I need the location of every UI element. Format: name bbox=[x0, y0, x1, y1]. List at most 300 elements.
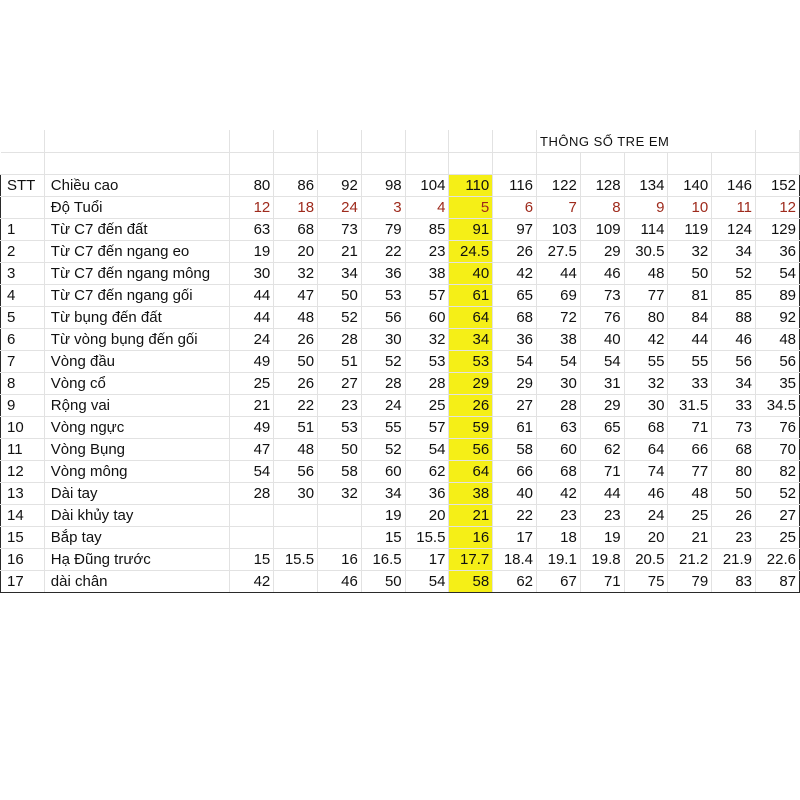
value-cell-7[interactable]: 68 bbox=[537, 461, 581, 483]
value-cell-5[interactable]: 61 bbox=[449, 285, 493, 307]
value-cell-9[interactable]: 68 bbox=[624, 417, 668, 439]
table-row bbox=[1, 505, 800, 527]
value-cell-6[interactable]: 66 bbox=[493, 461, 537, 483]
value-cell-10[interactable]: 31.5 bbox=[668, 395, 712, 417]
value-cell-8[interactable]: 54 bbox=[580, 351, 624, 373]
value-cell-7[interactable]: 60 bbox=[537, 439, 581, 461]
value-cell-12[interactable]: 89 bbox=[756, 285, 800, 307]
value-cell-6[interactable]: 29 bbox=[493, 373, 537, 395]
value-cell-9[interactable]: 32 bbox=[624, 373, 668, 395]
value-cell-6[interactable]: 61 bbox=[493, 417, 537, 439]
value-cell-0[interactable]: 42 bbox=[230, 571, 274, 593]
value-cell-7[interactable]: 28 bbox=[537, 395, 581, 417]
age-cell-10[interactable]: 10 bbox=[668, 197, 712, 219]
value-cell-6[interactable]: 54 bbox=[493, 351, 537, 373]
value-cell-3[interactable]: 79 bbox=[361, 219, 405, 241]
value-cell-6[interactable]: 97 bbox=[493, 219, 537, 241]
table-row bbox=[1, 549, 800, 571]
value-cell-12[interactable]: 76 bbox=[756, 417, 800, 439]
age-cell-5[interactable]: 5 bbox=[449, 197, 493, 219]
value-cell-8[interactable]: 65 bbox=[580, 417, 624, 439]
value-cell-5[interactable]: 64 bbox=[449, 307, 493, 329]
value-cell-6[interactable]: 26 bbox=[493, 241, 537, 263]
value-cell-9[interactable]: 30 bbox=[624, 395, 668, 417]
value-cell-3[interactable]: 55 bbox=[361, 417, 405, 439]
value-cell-6[interactable]: 42 bbox=[493, 263, 537, 285]
value-cell-10[interactable]: 21.2 bbox=[668, 549, 712, 571]
value-cell-0[interactable]: 19 bbox=[230, 241, 274, 263]
value-cell-12[interactable]: 48 bbox=[756, 329, 800, 351]
value-cell-8[interactable]: 109 bbox=[580, 219, 624, 241]
table-row bbox=[1, 571, 800, 593]
value-cell-9[interactable]: 75 bbox=[624, 571, 668, 593]
value-cell-4[interactable]: 60 bbox=[405, 307, 449, 329]
value-cell-11[interactable]: 68 bbox=[712, 439, 756, 461]
value-cell-7[interactable]: 18 bbox=[537, 527, 581, 549]
value-cell-4[interactable]: 38 bbox=[405, 263, 449, 285]
size-header-cell-12[interactable]: 152 bbox=[756, 175, 800, 197]
value-cell-4[interactable]: 25 bbox=[405, 395, 449, 417]
table-row bbox=[1, 395, 800, 417]
value-cell-12[interactable]: 70 bbox=[756, 439, 800, 461]
table-row bbox=[1, 439, 800, 461]
value-cell-4[interactable]: 54 bbox=[405, 571, 449, 593]
value-cell-11[interactable]: 34 bbox=[712, 241, 756, 263]
value-cell-2[interactable]: 23 bbox=[318, 395, 362, 417]
value-cell-5[interactable]: 26 bbox=[449, 395, 493, 417]
row-number-cell[interactable]: 5 bbox=[1, 307, 45, 329]
value-cell-2[interactable]: 53 bbox=[318, 417, 362, 439]
value-cell-3[interactable]: 52 bbox=[361, 351, 405, 373]
value-cell-4[interactable]: 62 bbox=[405, 461, 449, 483]
value-cell-11[interactable]: 21.9 bbox=[712, 549, 756, 571]
value-cell-7[interactable]: 69 bbox=[537, 285, 581, 307]
value-cell-3[interactable]: 24 bbox=[361, 395, 405, 417]
table-row bbox=[1, 351, 800, 373]
value-cell-11[interactable]: 34 bbox=[712, 373, 756, 395]
value-cell-1[interactable]: 30 bbox=[274, 483, 318, 505]
measurement-label-cell[interactable]: Vòng Bụng bbox=[44, 439, 230, 461]
value-cell-4[interactable]: 54 bbox=[405, 439, 449, 461]
value-cell-2[interactable]: 46 bbox=[318, 571, 362, 593]
value-cell-11[interactable]: 33 bbox=[712, 395, 756, 417]
value-cell-8[interactable]: 19.8 bbox=[580, 549, 624, 571]
value-cell-4[interactable]: 23 bbox=[405, 241, 449, 263]
value-cell-4[interactable]: 15.5 bbox=[405, 527, 449, 549]
age-cell-1[interactable]: 18 bbox=[274, 197, 318, 219]
value-cell-10[interactable]: 33 bbox=[668, 373, 712, 395]
value-cell-11[interactable]: 124 bbox=[712, 219, 756, 241]
value-cell-5[interactable]: 34 bbox=[449, 329, 493, 351]
value-cell-12[interactable]: 36 bbox=[756, 241, 800, 263]
age-cell-7[interactable]: 7 bbox=[537, 197, 581, 219]
value-cell-11[interactable]: 73 bbox=[712, 417, 756, 439]
row-number-cell[interactable]: 7 bbox=[1, 351, 45, 373]
value-cell-1[interactable]: 51 bbox=[274, 417, 318, 439]
row-number-cell[interactable]: 1 bbox=[1, 219, 45, 241]
value-cell-12[interactable]: 34.5 bbox=[756, 395, 800, 417]
value-cell-10[interactable]: 119 bbox=[668, 219, 712, 241]
value-cell-3[interactable]: 36 bbox=[361, 263, 405, 285]
value-cell-10[interactable]: 50 bbox=[668, 263, 712, 285]
title-row bbox=[1, 130, 800, 153]
measurement-label-cell[interactable]: Rộng vai bbox=[44, 395, 230, 417]
value-cell-4[interactable]: 32 bbox=[405, 329, 449, 351]
stt-header[interactable]: STT bbox=[1, 175, 45, 197]
value-cell-1[interactable] bbox=[274, 527, 318, 549]
value-cell-8[interactable]: 44 bbox=[580, 483, 624, 505]
value-cell-3[interactable]: 60 bbox=[361, 461, 405, 483]
value-cell-8[interactable]: 46 bbox=[580, 263, 624, 285]
value-cell-10[interactable]: 48 bbox=[668, 483, 712, 505]
value-cell-7[interactable]: 72 bbox=[537, 307, 581, 329]
row-number-cell[interactable]: 8 bbox=[1, 373, 45, 395]
value-cell-9[interactable]: 74 bbox=[624, 461, 668, 483]
size-header-cell-11[interactable]: 146 bbox=[712, 175, 756, 197]
value-cell-6[interactable]: 62 bbox=[493, 571, 537, 593]
value-cell-0[interactable]: 24 bbox=[230, 329, 274, 351]
value-cell-0[interactable]: 28 bbox=[230, 483, 274, 505]
table-row bbox=[1, 219, 800, 241]
value-cell-6[interactable]: 40 bbox=[493, 483, 537, 505]
measurement-label-cell[interactable]: Dài khủy tay bbox=[44, 505, 230, 527]
age-cell-8[interactable]: 8 bbox=[580, 197, 624, 219]
row-number-cell[interactable]: 15 bbox=[1, 527, 45, 549]
value-cell-1[interactable]: 22 bbox=[274, 395, 318, 417]
value-cell-9[interactable]: 80 bbox=[624, 307, 668, 329]
value-cell-2[interactable]: 73 bbox=[318, 219, 362, 241]
age-cell-12[interactable]: 12 bbox=[756, 197, 800, 219]
value-cell-7[interactable]: 44 bbox=[537, 263, 581, 285]
value-cell-2[interactable]: 32 bbox=[318, 483, 362, 505]
value-cell-0[interactable]: 63 bbox=[230, 219, 274, 241]
value-cell-4[interactable]: 17 bbox=[405, 549, 449, 571]
value-cell-2[interactable] bbox=[318, 527, 362, 549]
value-cell-0[interactable]: 49 bbox=[230, 417, 274, 439]
value-cell-9[interactable]: 48 bbox=[624, 263, 668, 285]
value-cell-5[interactable]: 64 bbox=[449, 461, 493, 483]
value-cell-7[interactable]: 103 bbox=[537, 219, 581, 241]
value-cell-5[interactable]: 29 bbox=[449, 373, 493, 395]
value-cell-0[interactable]: 30 bbox=[230, 263, 274, 285]
table-row bbox=[1, 483, 800, 505]
value-cell-0[interactable]: 15 bbox=[230, 549, 274, 571]
row-number-cell[interactable]: 12 bbox=[1, 461, 45, 483]
value-cell-3[interactable]: 34 bbox=[361, 483, 405, 505]
value-cell-11[interactable]: 80 bbox=[712, 461, 756, 483]
value-cell-6[interactable]: 17 bbox=[493, 527, 537, 549]
value-cell-11[interactable]: 85 bbox=[712, 285, 756, 307]
value-cell-5[interactable]: 21 bbox=[449, 505, 493, 527]
measurement-label-cell[interactable]: Hạ Đũng trước bbox=[44, 549, 230, 571]
value-cell-0[interactable]: 54 bbox=[230, 461, 274, 483]
value-cell-6[interactable]: 68 bbox=[493, 307, 537, 329]
value-cell-3[interactable]: 50 bbox=[361, 571, 405, 593]
measurement-label-cell[interactable]: Dài tay bbox=[44, 483, 230, 505]
value-cell-12[interactable]: 56 bbox=[756, 351, 800, 373]
value-cell-1[interactable] bbox=[274, 571, 318, 593]
value-cell-11[interactable]: 50 bbox=[712, 483, 756, 505]
value-cell-5[interactable]: 24.5 bbox=[449, 241, 493, 263]
value-cell-4[interactable]: 57 bbox=[405, 417, 449, 439]
value-cell-12[interactable]: 129 bbox=[756, 219, 800, 241]
value-cell-2[interactable]: 16 bbox=[318, 549, 362, 571]
value-cell-1[interactable]: 32 bbox=[274, 263, 318, 285]
table-row bbox=[1, 263, 800, 285]
value-cell-2[interactable]: 28 bbox=[318, 329, 362, 351]
size-header-cell-0[interactable]: 80 bbox=[230, 175, 274, 197]
value-cell-0[interactable]: 49 bbox=[230, 351, 274, 373]
value-cell-0[interactable] bbox=[230, 527, 274, 549]
row-number-cell[interactable]: 16 bbox=[1, 549, 45, 571]
value-cell-9[interactable]: 64 bbox=[624, 439, 668, 461]
value-cell-10[interactable]: 84 bbox=[668, 307, 712, 329]
value-cell-3[interactable]: 15 bbox=[361, 527, 405, 549]
value-cell-7[interactable]: 38 bbox=[537, 329, 581, 351]
value-cell-8[interactable]: 23 bbox=[580, 505, 624, 527]
value-cell-6[interactable]: 65 bbox=[493, 285, 537, 307]
value-cell-10[interactable]: 71 bbox=[668, 417, 712, 439]
size-header-cell-1[interactable]: 86 bbox=[274, 175, 318, 197]
value-cell-9[interactable]: 114 bbox=[624, 219, 668, 241]
value-cell-8[interactable]: 29 bbox=[580, 395, 624, 417]
value-cell-5[interactable]: 56 bbox=[449, 439, 493, 461]
value-cell-5[interactable]: 53 bbox=[449, 351, 493, 373]
age-cell-0[interactable]: 12 bbox=[230, 197, 274, 219]
value-cell-5[interactable]: 40 bbox=[449, 263, 493, 285]
table-row bbox=[1, 285, 800, 307]
blank-row bbox=[1, 153, 800, 175]
value-cell-5[interactable]: 58 bbox=[449, 571, 493, 593]
measurement-label-cell[interactable]: Từ bụng đến đất bbox=[44, 307, 230, 329]
value-cell-7[interactable]: 19.1 bbox=[537, 549, 581, 571]
value-cell-8[interactable]: 19 bbox=[580, 527, 624, 549]
value-cell-1[interactable] bbox=[274, 505, 318, 527]
size-header-cell-5[interactable]: 110 bbox=[449, 175, 493, 197]
row-number-cell[interactable]: 14 bbox=[1, 505, 45, 527]
value-cell-10[interactable]: 77 bbox=[668, 461, 712, 483]
value-cell-2[interactable]: 51 bbox=[318, 351, 362, 373]
value-cell-9[interactable]: 77 bbox=[624, 285, 668, 307]
size-header-cell-9[interactable]: 134 bbox=[624, 175, 668, 197]
value-cell-8[interactable]: 73 bbox=[580, 285, 624, 307]
row-number-cell[interactable]: 13 bbox=[1, 483, 45, 505]
value-cell-4[interactable]: 28 bbox=[405, 373, 449, 395]
value-cell-8[interactable]: 62 bbox=[580, 439, 624, 461]
value-cell-3[interactable]: 22 bbox=[361, 241, 405, 263]
value-cell-3[interactable]: 30 bbox=[361, 329, 405, 351]
value-cell-1[interactable]: 48 bbox=[274, 439, 318, 461]
value-cell-2[interactable]: 50 bbox=[318, 285, 362, 307]
value-cell-1[interactable]: 47 bbox=[274, 285, 318, 307]
measurement-label-cell[interactable]: Vòng đầu bbox=[44, 351, 230, 373]
age-cell-9[interactable]: 9 bbox=[624, 197, 668, 219]
value-cell-10[interactable]: 44 bbox=[668, 329, 712, 351]
value-cell-0[interactable]: 44 bbox=[230, 285, 274, 307]
value-cell-5[interactable]: 17.7 bbox=[449, 549, 493, 571]
value-cell-2[interactable]: 21 bbox=[318, 241, 362, 263]
value-cell-4[interactable]: 36 bbox=[405, 483, 449, 505]
size-header-cell-3[interactable]: 98 bbox=[361, 175, 405, 197]
table-title: THÔNG SỐ TRE EM bbox=[540, 133, 670, 149]
value-cell-11[interactable]: 52 bbox=[712, 263, 756, 285]
value-cell-5[interactable]: 59 bbox=[449, 417, 493, 439]
age-label[interactable]: Độ Tuổi bbox=[44, 197, 230, 219]
value-cell-6[interactable]: 27 bbox=[493, 395, 537, 417]
value-cell-12[interactable]: 54 bbox=[756, 263, 800, 285]
measurement-label-cell[interactable]: Từ C7 đến đất bbox=[44, 219, 230, 241]
value-cell-11[interactable]: 26 bbox=[712, 505, 756, 527]
table-row bbox=[1, 461, 800, 483]
value-cell-8[interactable]: 76 bbox=[580, 307, 624, 329]
value-cell-6[interactable]: 36 bbox=[493, 329, 537, 351]
measurement-label-cell[interactable]: Vòng mông bbox=[44, 461, 230, 483]
measurement-label-cell[interactable]: Từ C7 đến ngang eo bbox=[44, 241, 230, 263]
size-header-cell-4[interactable]: 104 bbox=[405, 175, 449, 197]
value-cell-7[interactable]: 30 bbox=[537, 373, 581, 395]
stt-cell[interactable] bbox=[1, 197, 45, 219]
value-cell-7[interactable]: 54 bbox=[537, 351, 581, 373]
value-cell-4[interactable]: 57 bbox=[405, 285, 449, 307]
value-cell-10[interactable]: 79 bbox=[668, 571, 712, 593]
row-number-cell[interactable]: 10 bbox=[1, 417, 45, 439]
row-number-cell[interactable]: 9 bbox=[1, 395, 45, 417]
measurement-label-cell[interactable]: Bắp tay bbox=[44, 527, 230, 549]
value-cell-1[interactable]: 26 bbox=[274, 329, 318, 351]
measurement-label-cell[interactable]: dài chân bbox=[44, 571, 230, 593]
value-cell-0[interactable]: 25 bbox=[230, 373, 274, 395]
value-cell-0[interactable]: 44 bbox=[230, 307, 274, 329]
value-cell-8[interactable]: 31 bbox=[580, 373, 624, 395]
value-cell-4[interactable]: 53 bbox=[405, 351, 449, 373]
value-cell-6[interactable]: 22 bbox=[493, 505, 537, 527]
value-cell-2[interactable]: 27 bbox=[318, 373, 362, 395]
value-cell-12[interactable]: 52 bbox=[756, 483, 800, 505]
value-cell-3[interactable]: 56 bbox=[361, 307, 405, 329]
size-header-cell-6[interactable]: 116 bbox=[493, 175, 537, 197]
value-cell-3[interactable]: 19 bbox=[361, 505, 405, 527]
age-cell-4[interactable]: 4 bbox=[405, 197, 449, 219]
value-cell-7[interactable]: 67 bbox=[537, 571, 581, 593]
value-cell-2[interactable]: 50 bbox=[318, 439, 362, 461]
measurement-label-cell[interactable]: Từ vòng bụng đến gối bbox=[44, 329, 230, 351]
value-cell-10[interactable]: 32 bbox=[668, 241, 712, 263]
row-number-cell[interactable]: 17 bbox=[1, 571, 45, 593]
row-number-cell[interactable]: 6 bbox=[1, 329, 45, 351]
value-cell-12[interactable]: 92 bbox=[756, 307, 800, 329]
value-cell-9[interactable]: 24 bbox=[624, 505, 668, 527]
row-number-cell[interactable]: 2 bbox=[1, 241, 45, 263]
value-cell-0[interactable]: 21 bbox=[230, 395, 274, 417]
value-cell-10[interactable]: 25 bbox=[668, 505, 712, 527]
value-cell-9[interactable]: 46 bbox=[624, 483, 668, 505]
value-cell-10[interactable]: 66 bbox=[668, 439, 712, 461]
value-cell-8[interactable]: 40 bbox=[580, 329, 624, 351]
value-cell-0[interactable]: 47 bbox=[230, 439, 274, 461]
value-cell-10[interactable]: 21 bbox=[668, 527, 712, 549]
value-cell-11[interactable]: 88 bbox=[712, 307, 756, 329]
value-cell-7[interactable]: 63 bbox=[537, 417, 581, 439]
value-cell-9[interactable]: 30.5 bbox=[624, 241, 668, 263]
age-cell-11[interactable]: 11 bbox=[712, 197, 756, 219]
age-cell-6[interactable]: 6 bbox=[493, 197, 537, 219]
value-cell-1[interactable]: 48 bbox=[274, 307, 318, 329]
value-cell-11[interactable]: 23 bbox=[712, 527, 756, 549]
value-cell-9[interactable]: 20.5 bbox=[624, 549, 668, 571]
age-cell-2[interactable]: 24 bbox=[318, 197, 362, 219]
measurement-label-cell[interactable]: Vòng cổ bbox=[44, 373, 230, 395]
value-cell-4[interactable]: 85 bbox=[405, 219, 449, 241]
measurement-label-cell[interactable]: Từ C7 đến ngang gối bbox=[44, 285, 230, 307]
value-cell-3[interactable]: 16.5 bbox=[361, 549, 405, 571]
row-number-cell[interactable]: 11 bbox=[1, 439, 45, 461]
row-number-cell[interactable]: 3 bbox=[1, 263, 45, 285]
value-cell-10[interactable]: 55 bbox=[668, 351, 712, 373]
value-cell-12[interactable]: 82 bbox=[756, 461, 800, 483]
value-cell-1[interactable]: 50 bbox=[274, 351, 318, 373]
value-cell-8[interactable]: 71 bbox=[580, 571, 624, 593]
value-cell-5[interactable]: 38 bbox=[449, 483, 493, 505]
value-cell-7[interactable]: 27.5 bbox=[537, 241, 581, 263]
value-cell-10[interactable]: 81 bbox=[668, 285, 712, 307]
value-cell-1[interactable]: 26 bbox=[274, 373, 318, 395]
value-cell-11[interactable]: 83 bbox=[712, 571, 756, 593]
value-cell-7[interactable]: 23 bbox=[537, 505, 581, 527]
value-cell-12[interactable]: 35 bbox=[756, 373, 800, 395]
size-header-cell-2[interactable]: 92 bbox=[318, 175, 362, 197]
measurement-label-cell[interactable]: Từ C7 đến ngang mông bbox=[44, 263, 230, 285]
value-cell-0[interactable] bbox=[230, 505, 274, 527]
value-cell-5[interactable]: 91 bbox=[449, 219, 493, 241]
size-header-cell-7[interactable]: 122 bbox=[537, 175, 581, 197]
value-cell-11[interactable]: 56 bbox=[712, 351, 756, 373]
value-cell-11[interactable]: 46 bbox=[712, 329, 756, 351]
value-cell-5[interactable]: 16 bbox=[449, 527, 493, 549]
value-cell-1[interactable]: 15.5 bbox=[274, 549, 318, 571]
row-number-cell[interactable]: 4 bbox=[1, 285, 45, 307]
value-cell-1[interactable]: 68 bbox=[274, 219, 318, 241]
value-cell-12[interactable]: 87 bbox=[756, 571, 800, 593]
table-row bbox=[1, 241, 800, 263]
value-cell-8[interactable]: 71 bbox=[580, 461, 624, 483]
value-cell-8[interactable]: 29 bbox=[580, 241, 624, 263]
measurement-label-cell[interactable]: Vòng ngực bbox=[44, 417, 230, 439]
value-cell-12[interactable]: 22.6 bbox=[756, 549, 800, 571]
value-cell-4[interactable]: 20 bbox=[405, 505, 449, 527]
value-cell-6[interactable]: 58 bbox=[493, 439, 537, 461]
age-cell-3[interactable]: 3 bbox=[361, 197, 405, 219]
value-cell-3[interactable]: 52 bbox=[361, 439, 405, 461]
size-header-cell-8[interactable]: 128 bbox=[580, 175, 624, 197]
value-cell-6[interactable]: 18.4 bbox=[493, 549, 537, 571]
size-header-cell-10[interactable]: 140 bbox=[668, 175, 712, 197]
height-label[interactable]: Chiều cao bbox=[44, 175, 230, 197]
value-cell-1[interactable]: 56 bbox=[274, 461, 318, 483]
value-cell-12[interactable]: 25 bbox=[756, 527, 800, 549]
value-cell-9[interactable]: 42 bbox=[624, 329, 668, 351]
value-cell-9[interactable]: 55 bbox=[624, 351, 668, 373]
value-cell-2[interactable]: 34 bbox=[318, 263, 362, 285]
value-cell-12[interactable]: 27 bbox=[756, 505, 800, 527]
value-cell-3[interactable]: 28 bbox=[361, 373, 405, 395]
value-cell-1[interactable]: 20 bbox=[274, 241, 318, 263]
value-cell-7[interactable]: 42 bbox=[537, 483, 581, 505]
value-cell-3[interactable]: 53 bbox=[361, 285, 405, 307]
value-cell-2[interactable] bbox=[318, 505, 362, 527]
value-cell-2[interactable]: 58 bbox=[318, 461, 362, 483]
value-cell-9[interactable]: 20 bbox=[624, 527, 668, 549]
value-cell-2[interactable]: 52 bbox=[318, 307, 362, 329]
